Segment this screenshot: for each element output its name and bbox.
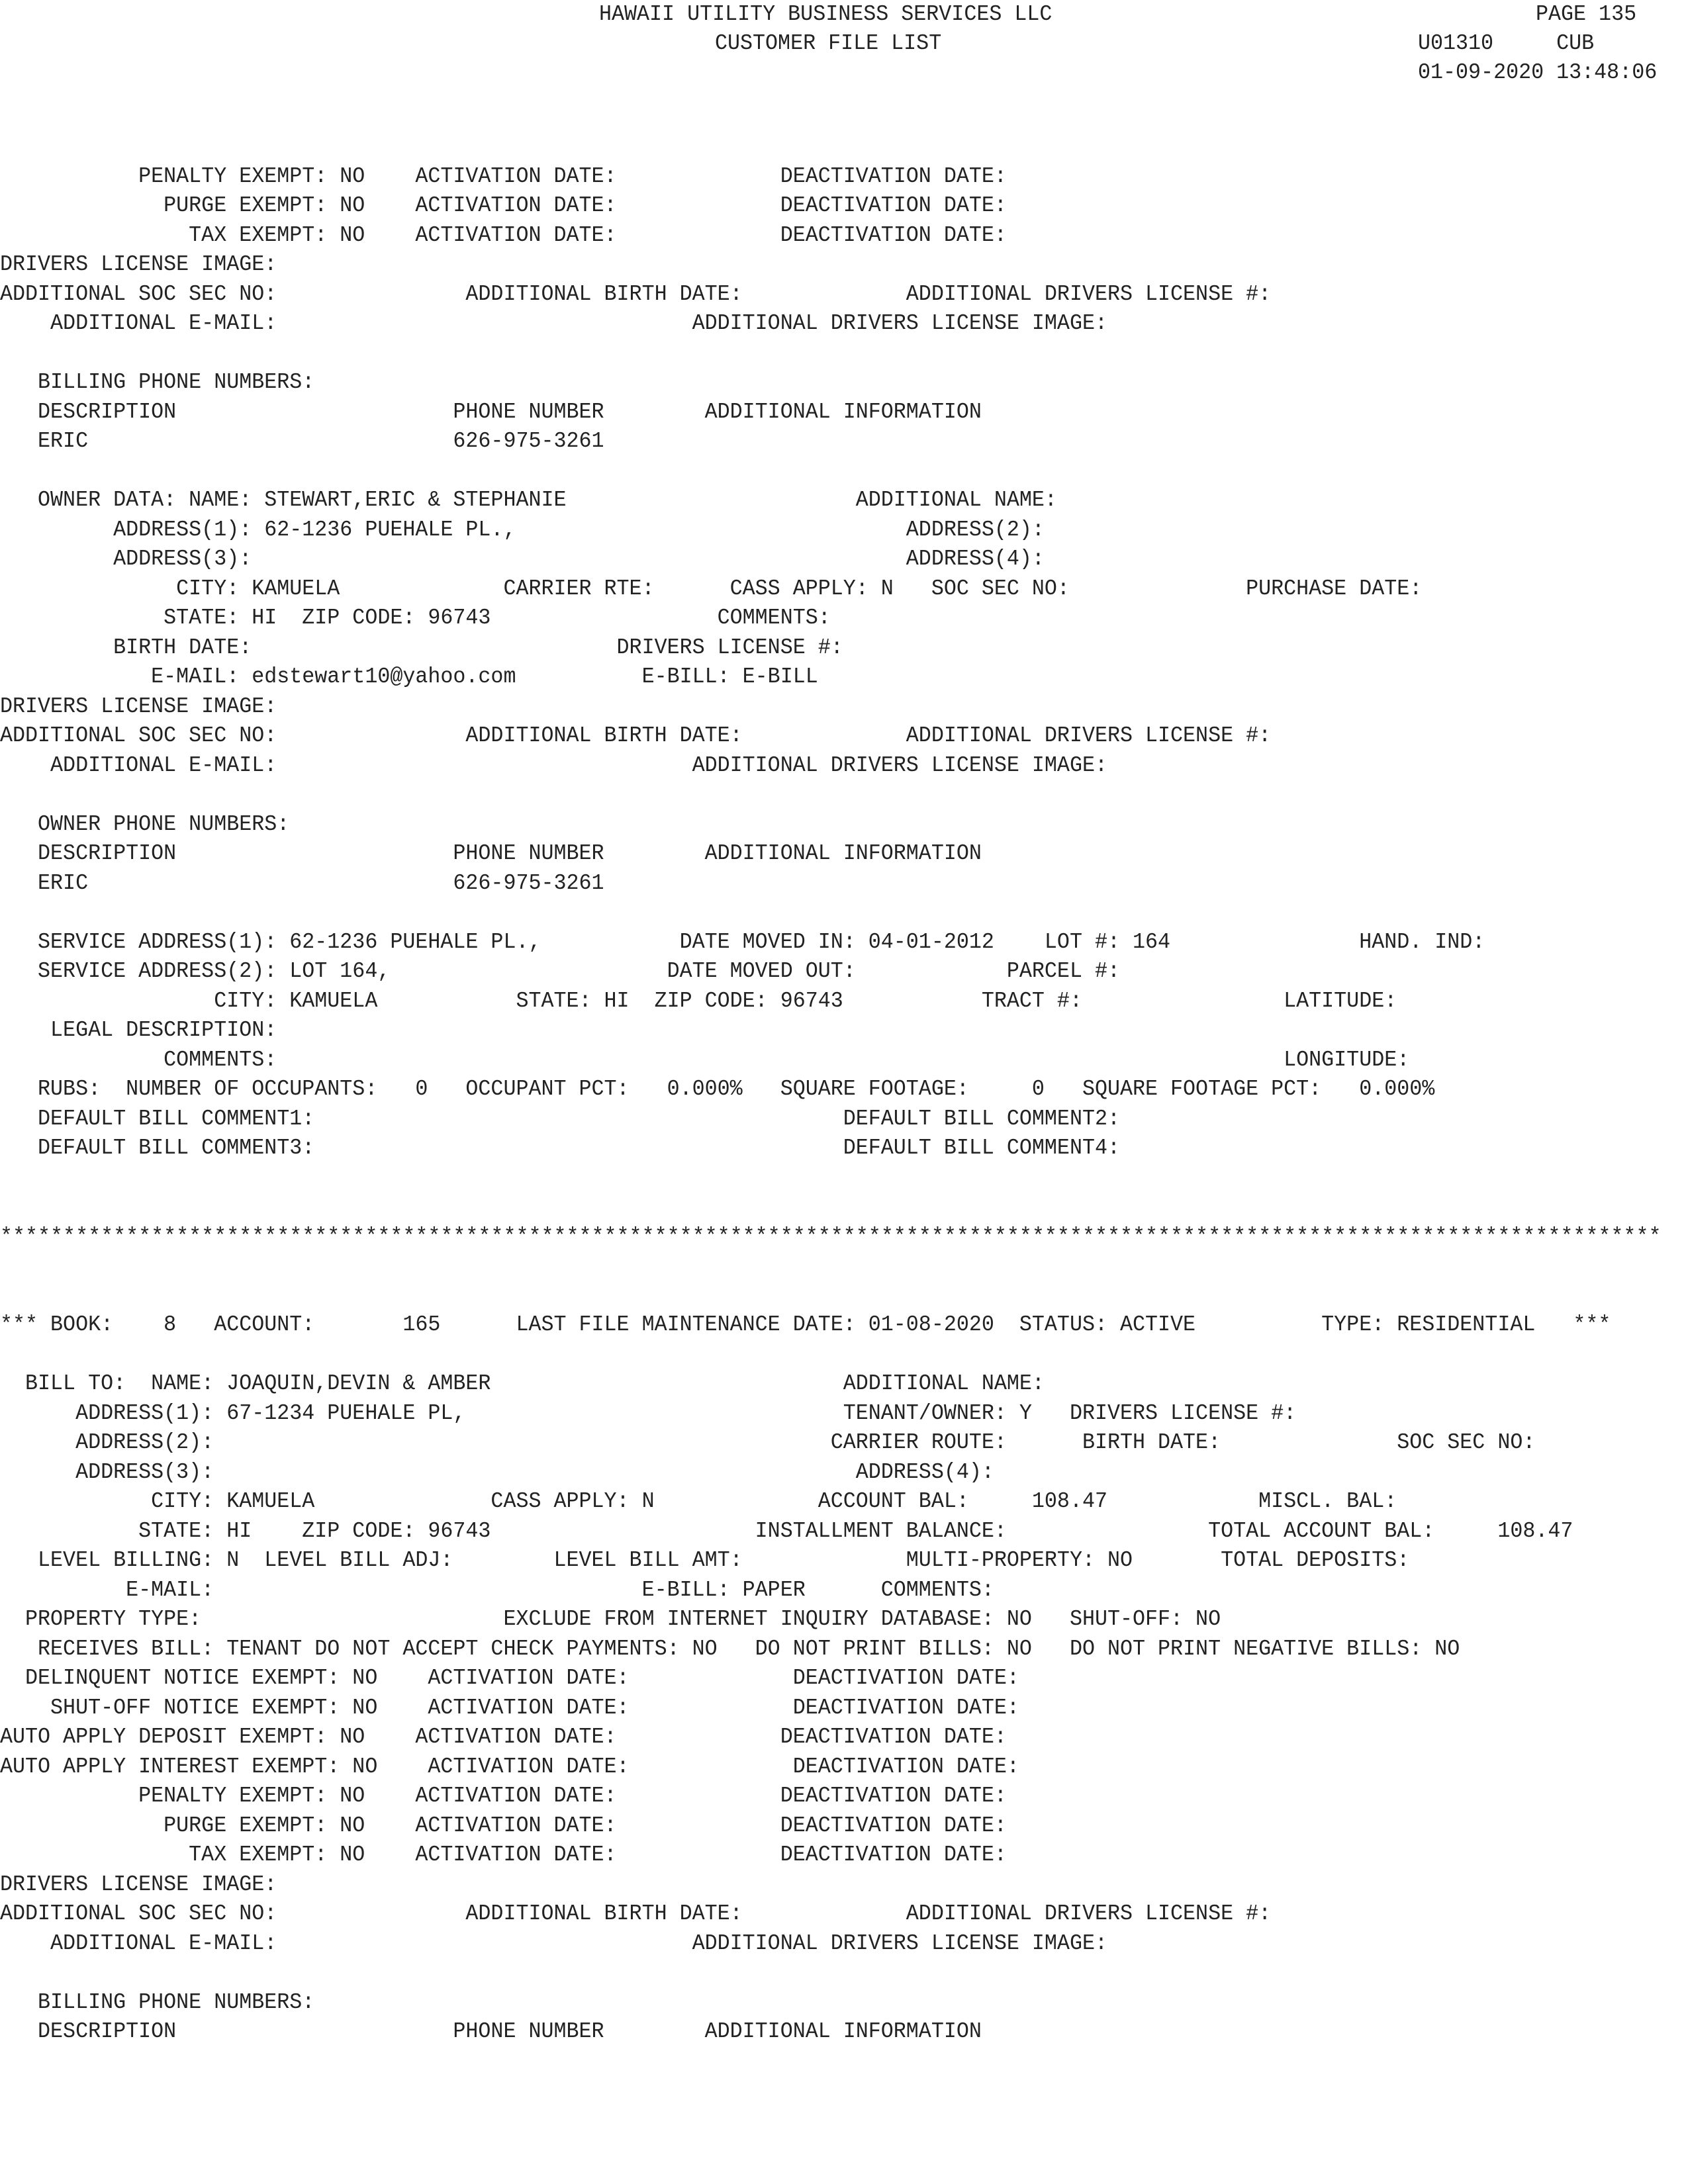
report-line: ADDRESS(2): CARRIER ROUTE: BIRTH DATE: SOC SEC NO: — [0, 1430, 1536, 1455]
report-line: OWNER PHONE NUMBERS: — [0, 811, 290, 837]
report-line: COMMENTS: LONGITUDE: — [0, 1047, 1410, 1072]
report-line: RUBS: NUMBER OF OCCUPANTS: 0 OCCUPANT PCT: 0.000% SQUARE FOOTAGE: 0 SQUARE FOOTAGE PCT: 0.000% — [0, 1077, 1435, 1101]
report-line: DEFAULT BILL COMMENT3: DEFAULT BILL COMMENT4: — [0, 1136, 1120, 1160]
report-line: DESCRIPTION PHONE NUMBER ADDITIONAL INFORMATION — [0, 2019, 982, 2044]
report-line: BILL TO: NAME: JOAQUIN,DEVIN & AMBER ADDITIONAL NAME: — [0, 1371, 1045, 1396]
report-line: PENALTY EXEMPT: NO ACTIVATION DATE: DEACTIVATION DATE: — [0, 1784, 1007, 1808]
report-line: ************************************************************************************************************************************ — [0, 1224, 1662, 1249]
report-line: BILLING PHONE NUMBERS: — [0, 1989, 315, 2015]
report-line: SERVICE ADDRESS(1): 62-1236 PUEHALE PL., DATE MOVED IN: 04-01-2012 LOT #: 164 HAND. IND: — [0, 929, 1485, 954]
report-line: DEFAULT BILL COMMENT1: DEFAULT BILL COMMENT2: — [0, 1106, 1120, 1131]
report-code: U01310 CUB — [1418, 31, 1595, 56]
report-line: OWNER DATA: NAME: STEWART,ERIC & STEPHANIE ADDITIONAL NAME: — [0, 488, 1057, 512]
report-title: CUSTOMER FILE LIST — [715, 31, 942, 56]
report-line: DRIVERS LICENSE IMAGE: — [0, 1872, 277, 1897]
report-line: ADDITIONAL E-MAIL: ADDITIONAL DRIVERS LICENSE IMAGE: — [0, 1931, 1107, 1956]
report-line: STATE: HI ZIP CODE: 96743 INSTALLMENT BALANCE: TOTAL ACCOUNT BAL: 108.47 — [0, 1518, 1573, 1543]
report-line: ADDRESS(1): 62-1236 PUEHALE PL., ADDRESS(2): — [0, 517, 1045, 542]
company-name: HAWAII UTILITY BUSINESS SERVICES LLC — [599, 2, 1053, 26]
report-line: SHUT-OFF NOTICE EXEMPT: NO ACTIVATION DATE: DEACTIVATION DATE: — [0, 1695, 1019, 1720]
run-datetime: 01-09-2020 13:48:06 — [1418, 60, 1658, 85]
page-number: PAGE 135 — [1536, 2, 1637, 26]
report-line: ADDITIONAL E-MAIL: ADDITIONAL DRIVERS LICENSE IMAGE: — [0, 311, 1107, 336]
report-line: BIRTH DATE: DRIVERS LICENSE #: — [0, 635, 843, 660]
report-line: ADDRESS(3): ADDRESS(4): — [0, 547, 1045, 571]
report-line: PURGE EXEMPT: NO ACTIVATION DATE: DEACTIVATION DATE: — [0, 193, 1007, 218]
report-line: LEVEL BILLING: N LEVEL BILL ADJ: LEVEL BILL AMT: MULTI-PROPERTY: NO TOTAL DEPOSITS: — [0, 1548, 1410, 1572]
report-line: CITY: KAMUELA CARRIER RTE: CASS APPLY: N SOC SEC NO: PURCHASE DATE: — [0, 576, 1423, 601]
report-line: BILLING PHONE NUMBERS: — [0, 370, 315, 394]
report-line: DRIVERS LICENSE IMAGE: — [0, 252, 277, 277]
report-line: STATE: HI ZIP CODE: 96743 COMMENTS: — [0, 606, 831, 630]
report-line: DRIVERS LICENSE IMAGE: — [0, 694, 277, 719]
report-line: ERIC 626-975-3261 — [0, 429, 604, 453]
report-line: DELINQUENT NOTICE EXEMPT: NO ACTIVATION DATE: DEACTIVATION DATE: — [0, 1666, 1019, 1690]
report-line: PENALTY EXEMPT: NO ACTIVATION DATE: DEACTIVATION DATE: — [0, 163, 1007, 189]
report-line: PROPERTY TYPE: EXCLUDE FROM INTERNET INQUIRY DATABASE: NO SHUT-OFF: NO — [0, 1607, 1221, 1631]
report-line: ADDITIONAL SOC SEC NO: ADDITIONAL BIRTH DATE: ADDITIONAL DRIVERS LICENSE #: — [0, 1901, 1272, 1926]
report-line: DESCRIPTION PHONE NUMBER ADDITIONAL INFORMATION — [0, 399, 982, 424]
report-line: DESCRIPTION PHONE NUMBER ADDITIONAL INFORMATION — [0, 841, 982, 866]
report-line: PURGE EXEMPT: NO ACTIVATION DATE: DEACTIVATION DATE: — [0, 1813, 1007, 1838]
report-line: ADDRESS(3): ADDRESS(4): — [0, 1459, 994, 1484]
report-line: AUTO APPLY DEPOSIT EXEMPT: NO ACTIVATION DATE: DEACTIVATION DATE: — [0, 1725, 1007, 1749]
report-line: TAX EXEMPT: NO ACTIVATION DATE: DEACTIVATION DATE: — [0, 222, 1007, 248]
report-line: ADDITIONAL SOC SEC NO: ADDITIONAL BIRTH DATE: ADDITIONAL DRIVERS LICENSE #: — [0, 281, 1272, 306]
report-line: CITY: KAMUELA STATE: HI ZIP CODE: 96743 TRACT #: LATITUDE: — [0, 988, 1397, 1013]
report-line: AUTO APPLY INTEREST EXEMPT: NO ACTIVATION DATE: DEACTIVATION DATE: — [0, 1754, 1019, 1779]
report-line: RECEIVES BILL: TENANT DO NOT ACCEPT CHECK PAYMENTS: NO DO NOT PRINT BILLS: NO DO NOT PRINT NEGATIVE BILLS: NO — [0, 1636, 1460, 1661]
report-line: SERVICE ADDRESS(2): LOT 164, DATE MOVED OUT: PARCEL #: — [0, 959, 1120, 983]
report-line: ADDITIONAL SOC SEC NO: ADDITIONAL BIRTH DATE: ADDITIONAL DRIVERS LICENSE #: — [0, 723, 1272, 748]
report-line: TAX EXEMPT: NO ACTIVATION DATE: DEACTIVATION DATE: — [0, 1843, 1007, 1867]
report-line: E-MAIL: edstewart10@yahoo.com E-BILL: E-BILL — [0, 664, 818, 689]
report-line: ADDITIONAL E-MAIL: ADDITIONAL DRIVERS LICENSE IMAGE: — [0, 752, 1107, 778]
report-line: CITY: KAMUELA CASS APPLY: N ACCOUNT BAL: 108.47 MISCL. BAL: — [0, 1489, 1397, 1514]
report-line: ERIC 626-975-3261 — [0, 870, 604, 895]
report-line: ADDRESS(1): 67-1234 PUEHALE PL, TENANT/OWNER: Y DRIVERS LICENSE #: — [0, 1400, 1297, 1426]
report-line: *** BOOK: 8 ACCOUNT: 165 LAST FILE MAINTENANCE DATE: 01-08-2020 STATUS: ACTIVE TYPE: RESIDENTIAL *** — [0, 1312, 1611, 1337]
report-line: E-MAIL: E-BILL: PAPER COMMENTS: — [0, 1577, 994, 1602]
report-line: LEGAL DESCRIPTION: — [0, 1018, 277, 1042]
